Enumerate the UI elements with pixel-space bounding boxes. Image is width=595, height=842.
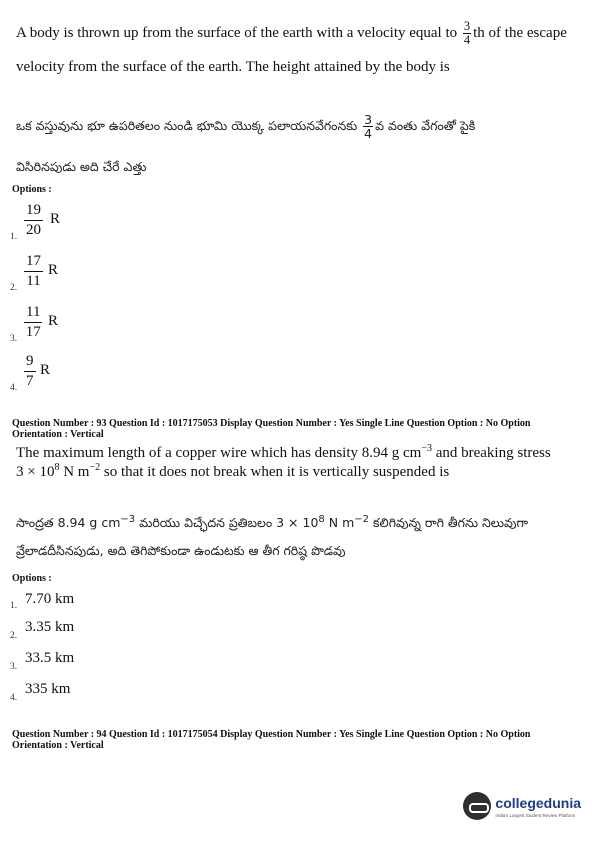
q92-options-label: Options :	[12, 184, 52, 195]
fraction-three-fourths-telugu: $\frac{3}{4}$	[364, 112, 373, 141]
q93-option-2[interactable]: 2. 3.35 km	[10, 619, 75, 641]
q93-english-line1: The maximum length of a copper wire which has density 8.94 g $cm^{-3}$ and breaking stress	[16, 443, 551, 461]
q93-meta: Question Number : 93 Question Id : 1017175053 Display Question Number : Yes Single Line Question Option : No Option Orientation : Vertical	[12, 418, 531, 440]
q92-telugu-line1: ఒక వస్తువును భూ ఉపరితలం నుండి భూమి యొక్క పలాయనవేగంనకు $\frac{3}{4}$ వ వంతు వేగంతో పైకి	[16, 112, 476, 141]
fraction-three-fourths: $\frac{3}{4}$	[463, 19, 471, 47]
graduate-icon	[463, 792, 491, 820]
q92-english-line2: velocity from the surface of the earth. The height attained by the body is	[16, 59, 450, 75]
q93-option-1[interactable]: 1. 7.70 km	[10, 591, 75, 611]
q93-english-line2: $3 \times 10^8$ N $m^{-2}$ so that it does not break when it is vertically suspended is	[16, 462, 450, 480]
collegedunia-logo: collegedunia India's Largest Student Review Platform	[463, 792, 581, 820]
q93-telugu-line2: వ్రేలాడదీసినపుడు, అది తెగిపోకుండా ఉండుటకు ఆ తీగ గరిష్ఠ పొడవు	[16, 543, 346, 558]
q93-option-3[interactable]: 3. 33.5 km	[10, 650, 75, 672]
q92-telugu-line2: విసిరినపుడు అది చేరే ఎత్తు	[16, 159, 147, 174]
q92-english-line1: A body is thrown up from the surface of the earth with a velocity equal to $\frac{3}{4}$ th of the escape	[16, 19, 567, 47]
q93-option-4[interactable]: 4. 335 km	[10, 681, 71, 703]
q93-options-label: Options :	[12, 573, 52, 584]
q94-meta: Question Number : 94 Question Id : 1017175054 Display Question Number : Yes Single Line Question Option : No Option Orientation : Vertical	[12, 729, 531, 751]
q93-telugu-line1: సాంద్రత 8.94 g $cm^{-3}$ మరియు విచ్ఛేదన ప్రతిబలం $3 \times 10^8$ N $m^{-2}$ కలిగివున్న రాగి తీగను నిలువుగా	[16, 513, 528, 530]
